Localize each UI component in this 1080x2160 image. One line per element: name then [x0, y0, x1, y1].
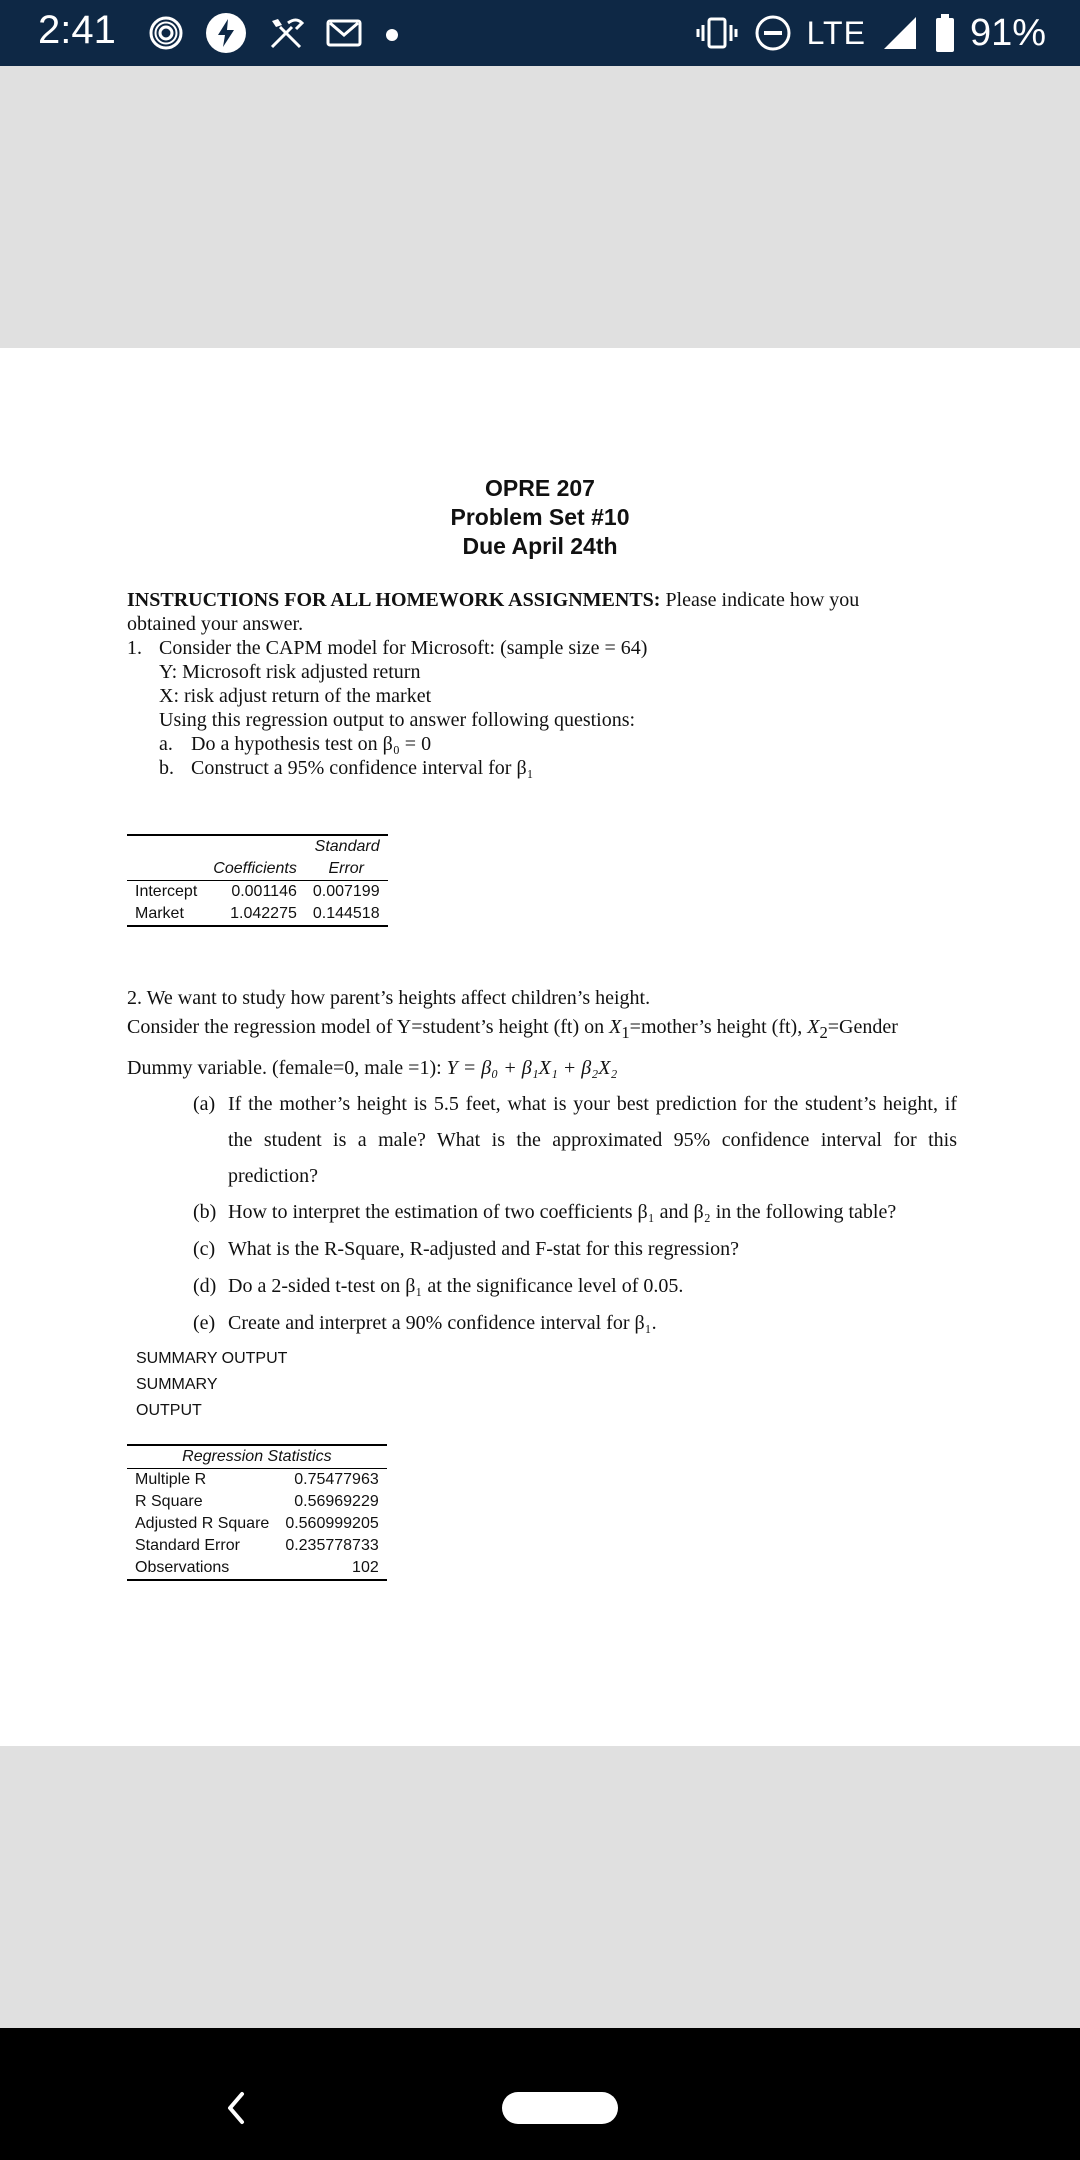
summary-output-label: SUMMARY OUTPUT SUMMARY OUTPUT	[136, 1350, 288, 1419]
question-1b	[127, 756, 957, 780]
mail-icon	[324, 13, 364, 53]
navigation-bar	[0, 2028, 1080, 2160]
question-1-line-y: Y: Microsoft risk adjusted return	[159, 661, 421, 683]
dot-icon	[382, 23, 402, 43]
coefficients-table	[127, 834, 388, 927]
question-2a: (a) If the mother’s height is 5.5 feet, what is your best prediction for the student’s height, if the student is a male? What is the approximated 95% confidence interval for this prediction?	[193, 1093, 957, 1187]
question-1a-label: a.	[159, 733, 173, 755]
header-standard: Standard	[314, 838, 380, 855]
stat-label: R Square	[135, 1493, 203, 1510]
instructions-heading: INSTRUCTIONS FOR ALL HOMEWORK ASSIGNMENTS:	[127, 589, 661, 611]
signal-icon	[880, 13, 920, 53]
question-2-intro: 2. We want to study how parent’s heights affect children’s height.	[127, 987, 651, 1009]
question-1-line-x: X: risk adjust return of the market	[159, 685, 432, 707]
due-date: Due April 24th	[462, 533, 618, 559]
threads-icon	[146, 13, 186, 53]
question-1b-label: b.	[159, 757, 174, 779]
network-type: LTE	[806, 14, 866, 51]
regression-statistics-table	[127, 1444, 387, 1581]
standard-error-value: 0.144518	[312, 905, 380, 922]
home-button[interactable]	[502, 2092, 618, 2124]
question-2-model: Consider the regression model of Y=student’s height (ft) on $X_1=mother’s$ height (ft), $X_2=Gender$	[127, 1016, 898, 1042]
stat-label: Multiple R	[135, 1471, 207, 1488]
instructions-text-2: obtained your answer.	[127, 613, 304, 635]
battery-icon	[934, 13, 956, 53]
header-error: Error	[305, 858, 388, 881]
standard-error-value: 0.007199	[312, 883, 380, 900]
row-label: Market	[135, 905, 184, 922]
system-icons	[695, 8, 1046, 58]
question-1a-text: Do a hypothesis test on β₀ = 0	[191, 733, 432, 755]
table-row	[127, 903, 388, 926]
stat-value: 0.56969229	[294, 1493, 379, 1510]
row-label: Intercept	[135, 883, 198, 900]
question-1	[127, 636, 957, 660]
question-2-dummy: Dummy variable. (female=0, male =1): Y = β₀ + β₁X₁ + β₂X₂	[127, 1057, 618, 1079]
document-title	[0, 474, 1080, 561]
chevron-left-icon	[222, 2088, 250, 2128]
stat-label: Adjusted R Square	[135, 1515, 270, 1532]
table-row	[127, 1469, 387, 1492]
stat-value: 0.75477963	[294, 1471, 379, 1488]
instructions-text: Please indicate how you	[660, 589, 860, 611]
question-1a	[127, 732, 957, 756]
battery-percent: 91%	[969, 11, 1046, 54]
stat-label: Standard Error	[135, 1537, 240, 1554]
problem-set: Problem Set #10	[450, 504, 630, 530]
notification-icons	[146, 10, 402, 56]
instructions	[127, 588, 957, 612]
stat-label: Observations	[135, 1559, 230, 1576]
question-2c: (c) What is the R-Square, R-adjusted and F-stat for this regression?	[193, 1238, 739, 1260]
question-2e: (e) Create and interpret a 90% confidence interval for β₁.	[193, 1312, 657, 1334]
back-button[interactable]	[222, 2088, 250, 2133]
table-row	[127, 1535, 387, 1557]
coefficient-value: 1.042275	[230, 905, 297, 922]
table-row	[127, 1513, 387, 1535]
question-1b-text: Construct a 95% confidence interval for β₁	[191, 757, 534, 779]
regression-statistics-header: Regression Statistics	[127, 1445, 387, 1469]
question-1-line-using: Using this regression output to answer following questions:	[159, 709, 636, 731]
stat-value: 0.235778733	[285, 1537, 379, 1554]
document-page[interactable]	[0, 348, 1080, 1746]
lightning-icon	[204, 11, 248, 55]
regression-equation: Y = β₀ + β₁X₁ + β₂X₂	[446, 1057, 618, 1079]
dnd-icon	[753, 13, 793, 53]
table-row	[127, 1557, 387, 1580]
question-1-text: Consider the CAPM model for Microsoft: (sample size = 64)	[159, 637, 648, 659]
question-2b: (b) How to interpret the estimation of two coefficients β₁ and β₂ in the following table?	[193, 1201, 897, 1223]
status-bar	[0, 0, 1080, 66]
question-1-number: 1.	[127, 637, 142, 659]
tools-icon	[266, 13, 306, 53]
stat-value: 0.560999205	[285, 1515, 379, 1532]
vibrate-icon	[695, 13, 739, 53]
table-row	[127, 1491, 387, 1513]
course-code: OPRE 207	[485, 475, 595, 501]
status-time: 2:41	[38, 8, 116, 52]
header-coefficients: Coefficients	[205, 858, 305, 881]
stat-value: 102	[352, 1559, 379, 1576]
question-1-block	[127, 588, 957, 780]
question-2d: (d) Do a 2-sided t-test on β₁ at the significance level of 0.05.	[193, 1275, 684, 1297]
question-2-block	[127, 986, 957, 1342]
coefficient-value: 0.001146	[231, 883, 297, 900]
table-row	[127, 881, 388, 904]
